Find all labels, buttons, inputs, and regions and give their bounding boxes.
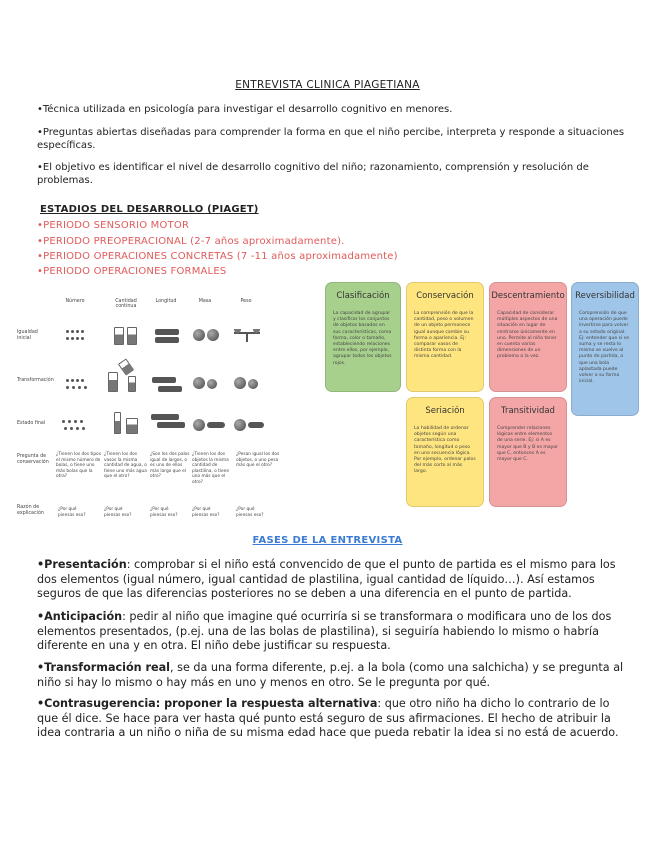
glass-illustration: [114, 412, 121, 434]
concept-text: La comprensión de que la cantidad, peso o volumen de un objeto permanece igual aunque cambie su forma o apariencia. Ej: comparar vasos de distinta forma con la misma cantidad.: [414, 311, 474, 360]
glass-illustration: [108, 372, 118, 392]
concept-title: Transitividad: [501, 406, 555, 416]
phase-term: •Anticipación: [37, 610, 123, 623]
concept-card-transitividad: [489, 397, 567, 507]
phase-text: , se da una forma diferente, p.ej. a la bola (como una salchicha) y se pregunta al niño si hay lo mismo o hay más en uno y menos en otro. Se le pregunta por qué.: [37, 661, 624, 689]
concept-title: Descentramiento: [491, 291, 565, 301]
stick-illustration: [157, 422, 185, 428]
concept-title: Conservación: [416, 291, 474, 301]
explanation-question: ¿Por qué piensas eso?: [58, 507, 86, 518]
phases-heading: FASES DE LA ENTREVISTA: [252, 535, 403, 546]
explanation-question: ¿Por qué piensas eso?: [104, 507, 132, 518]
stage-item: •PERIODO SENSORIO MOTOR: [37, 220, 190, 231]
stage-item: •PERIODO OPERACIONES CONCRETAS (7 -11 años aproximadamente): [37, 251, 398, 262]
glass-illustration: [127, 327, 137, 345]
intro-bullet-2: •Preguntas abiertas diseñadas para comprender la forma en que el niño percibe, interpreta y responde a situaciones específicas.: [37, 127, 625, 151]
clay-ball-illustration: [193, 329, 205, 341]
clay-ball-illustration: [234, 377, 246, 389]
phase-term: •Transformación real: [37, 661, 171, 674]
concept-title: Clasificación: [336, 291, 390, 301]
clay-ball-illustration: [234, 419, 246, 431]
clay-ball-illustration: [193, 419, 205, 431]
glass-illustration: [128, 376, 136, 392]
concept-text: Comprender relaciones lógicas entre elementos de una serie. Ej: si A es mayor que B y B es mayor que C, entonces A es mayor que C.: [497, 426, 559, 463]
row-label: Transformación: [17, 378, 54, 383]
stage-item: •PERIODO OPERACIONES FORMALES: [37, 266, 227, 277]
column-header: Masa: [198, 299, 212, 304]
phase-term: •Contrasugerencia: proponer la respuesta alternativa: [37, 697, 378, 710]
phase-transformacion: [37, 661, 632, 690]
page-title: ENTREVISTA CLINICA PIAGETIANA: [235, 79, 420, 91]
balance-scale-illustration: [234, 329, 260, 343]
clay-ball-illustration: [207, 329, 219, 341]
stick-illustration: [158, 386, 182, 392]
stick-illustration: [155, 337, 179, 343]
conservation-question: ¿Tienen los dos vasos la misma cantidad de agua, o tiene uno más agua que el otro?: [104, 452, 147, 479]
phase-text: : comprobar si el niño está convencido de que el punto de partida es el mismo para los dos elementos (igual número, igual cantidad de plastilina, igual cantidad de líquido…). Así estamos seguros de que las diferencias posteriores no se deben a una diferencia en el punto de partida.: [37, 558, 616, 601]
column-header: Número: [65, 299, 85, 304]
row-label: Estado final: [17, 421, 46, 426]
glass-illustration: [114, 327, 124, 345]
intro-bullet-1: •Técnica utilizada en psicología para investigar el desarrollo cognitivo en menores.: [37, 104, 453, 115]
concept-text: Comprensión de que una operación puede invertirse para volver a su estado original. Ej: entender que si se suma y se resta lo mismo se vuelve al punto de partida, o que una bola aplastada puede volver a su forma inicial.: [579, 311, 630, 385]
conservation-question: ¿Tienen los dos tipos el mismo número de bolas, o tiene uno más bolas que la otra?: [56, 452, 101, 479]
concept-card-descentramiento: [489, 282, 567, 392]
phase-term: •Presentación: [37, 558, 127, 571]
explanation-question: ¿Por qué piensas eso?: [150, 507, 178, 518]
column-header: Longitud: [155, 299, 177, 304]
stick-illustration: [155, 329, 179, 335]
concept-text: La habilidad de ordenar objetos según una característica como tamaño, longitud o peso en una secuencia lógica. Por ejemplo, ordenar palos del más corto al más largo.: [414, 426, 476, 475]
column-header: Cantidad continua: [115, 299, 137, 309]
stage-item: •PERIODO PREOPERACIONAL (2-7 años aproximadamente).: [37, 236, 345, 247]
concept-card-conservacion: [406, 282, 484, 392]
concept-title: Reversibilidad: [575, 291, 635, 301]
phase-anticipacion: [37, 610, 632, 654]
column-header: Peso: [240, 299, 252, 304]
conservation-question: ¿Son los dos palos igual de largos, o es uno de ellos más largo que el otro?: [150, 452, 190, 479]
phase-text: : que otro niño ha dicho lo contrario de lo que él dice. Se hace para ver hasta qué punto está seguro de sus afirmaciones. El hecho de atribuir la idea contraria a un niño o niña de su misma edad hace que pueda rebatir la idea si no está de acuerdo.: [37, 697, 619, 740]
phase-presentacion: [37, 558, 632, 602]
stick-illustration: [152, 377, 176, 383]
concept-card-clasificacion: [325, 282, 401, 392]
explanation-question: ¿Por qué piensas eso?: [236, 507, 264, 518]
stages-heading: ESTADIOS DEL DESARROLLO (PIAGET): [40, 204, 259, 215]
concept-title: Seriación: [425, 406, 465, 416]
clay-ball-illustration: [207, 379, 217, 389]
clay-sausage-illustration: [207, 422, 225, 428]
row-label: Pregunta de conservación: [17, 454, 49, 465]
concept-text: La capacidad de agrupar y clasificar los conjuntos de objetos basados en sus características, como forma, color o tamaño, estableciendo relaciones entre ellos, por ejemplo, agrupar todos los objetos rojos.: [333, 311, 392, 366]
conservation-question: ¿Tienen los dos objetos la misma cantidad de plastilina, o tiene uno más que el otro?: [192, 452, 230, 485]
concept-card-reversibilidad: [571, 282, 639, 416]
phase-contrasugerencia: [37, 697, 632, 741]
glass-illustration: [126, 418, 138, 434]
clay-sausage-illustration: [248, 422, 264, 428]
clay-ball-illustration: [193, 377, 205, 389]
glass-illustration: [118, 358, 134, 375]
conservation-question: ¿Pesan igual los dos objetos, o uno pesa más que el otro?: [236, 452, 280, 468]
phase-text: : pedir al niño que imagine qué ocurriría si se transformara o modificara uno de los dos elementos presentados, (p.ej. una de las bolas de plastilina), si seguiría habiendo lo mismo o habría diferente en una y en otra. El niño debe justificar su respuesta.: [37, 610, 612, 653]
intro-bullet-3: •El objetivo es identificar el nivel de desarrollo cognitivo del niño; razonamiento, comprensión y resolución de problemas.: [37, 162, 589, 186]
row-label: Razón de explicación: [17, 505, 44, 516]
clay-ball-illustration: [248, 379, 258, 389]
stick-illustration: [151, 414, 179, 420]
concept-card-seriacion: [406, 397, 484, 507]
row-label: Igualdad inicial: [17, 330, 38, 341]
concept-text: Capacidad de considerar múltiples aspectos de una situación en lugar de centrarse únicamente en uno. Permite al niño tener en cuenta varias dimensiones de un problema a la vez.: [497, 311, 558, 360]
explanation-question: ¿Por qué piensas eso?: [192, 507, 220, 518]
